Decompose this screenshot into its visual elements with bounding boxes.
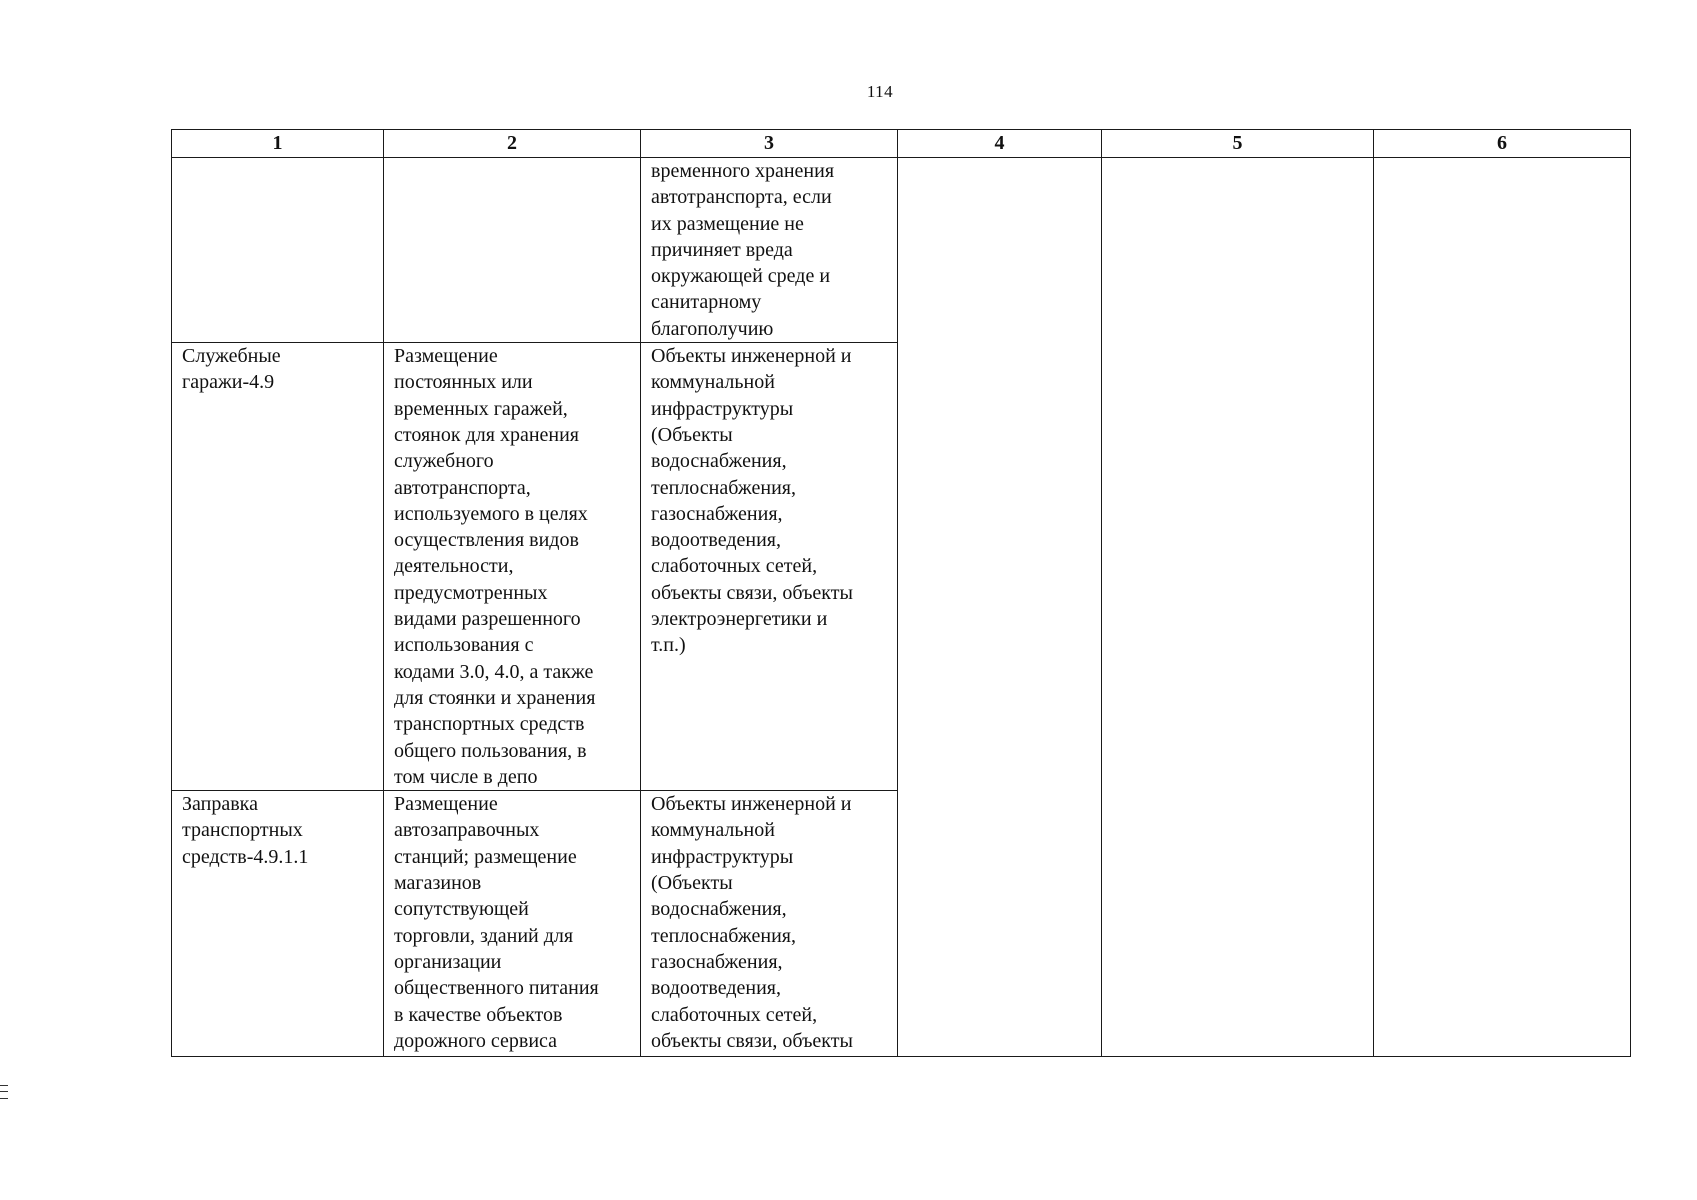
cell-description: Размещение автозаправочных станций; размещение магазинов сопутствующей торговли, зданий для организации общественного питания в качестве объектов дорожного сервиса: [384, 791, 641, 1057]
cell-use-type: Заправка транспортных средств-4.9.1.1: [172, 791, 384, 1057]
header-col-3: 3: [641, 130, 898, 158]
table-header-row: [172, 130, 1631, 158]
cell-auxiliary-objects: Объекты инженерной и коммунальной инфраструктуры (Объекты водоснабжения, теплоснабжения, газоснабжения, водоотведения, слаботочных сетей, объекты связи, объекты: [641, 791, 898, 1057]
cell-use-type: [172, 158, 384, 343]
cell-auxiliary-objects: временного хранения автотранспорта, если их размещение не причиняет вреда окружающей среде и санитарному благополучию: [641, 158, 898, 343]
cell-col-4: [898, 158, 1102, 1057]
cell-col-5: [1102, 158, 1374, 1057]
header-col-6: 6: [1374, 130, 1631, 158]
page-number: 114: [866, 82, 894, 101]
table-row: [172, 158, 1631, 343]
cell-description: Размещение постоянных или временных гаражей, стоянок для хранения служебного автотранспорта, используемого в целях осуществления видов деятельности, предусмотренных видами разрешенного использования с кодами 3.0, 4.0, а также для стоянки и хранения транспортных средств общего пользования, в том числе в депо: [384, 343, 641, 791]
header-col-5: 5: [1102, 130, 1374, 158]
cell-auxiliary-objects: Объекты инженерной и коммунальной инфраструктуры (Объекты водоснабжения, теплоснабжения, газоснабжения, водоотведения, слаботочных сетей, объекты связи, объекты электроэнергетики и т.п.): [641, 343, 898, 791]
cell-description: [384, 158, 641, 343]
header-col-2: 2: [384, 130, 641, 158]
cell-col-6: [1374, 158, 1631, 1057]
scan-edge-mark: [0, 1085, 8, 1099]
cell-use-type: Служебные гаражи-4.9: [172, 343, 384, 791]
header-col-1: 1: [172, 130, 384, 158]
land-use-table: [171, 129, 1631, 1057]
header-col-4: 4: [898, 130, 1102, 158]
